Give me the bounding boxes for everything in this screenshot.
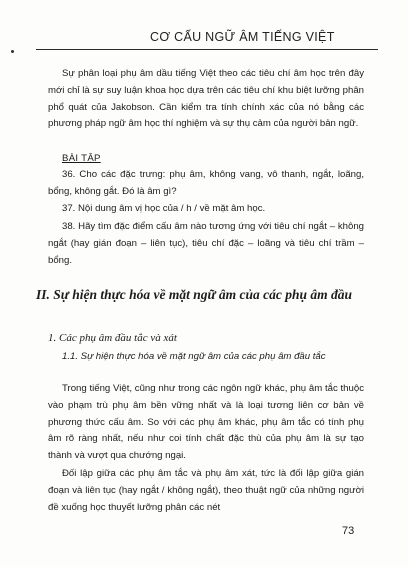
header-rule xyxy=(36,49,378,50)
running-header: CƠ CẤU NGỮ ÂM TIẾNG VIỆT xyxy=(150,30,335,44)
scan-speck xyxy=(11,50,14,53)
exercise-heading: BÀI TẬP xyxy=(62,153,101,164)
body-paragraph: Trong tiếng Việt, cũng như trong các ngôn ngữ khác, phụ âm tắc thuộc vào phạm trù phụ âm bền vững nhất và là loại tương liên cơ bản về phương thức cấu âm. So với các phụ âm khác, phụ âm tắc có tính phụ âm rõ ràng nhất, nếu như coi tính chất đặc thù của phụ âm là sự tạo thành và vượt qua chướng ngại. xyxy=(48,383,364,462)
body-paragraph: Đối lập giữa các phụ âm tắc và phụ âm xát, tức là đối lập giữa gián đoạn và liên tục (hay ngắt / không ngắt), theo thuật ngữ của những người đề xuống học thuyết lưỡng phân các nét xyxy=(48,468,364,513)
page-number: 73 xyxy=(342,525,355,537)
exercise-item-37: 37. Nội dung âm vị học của / h / về mặt âm học. xyxy=(62,203,266,214)
exercise-item-38: 38. Hãy tìm đặc điểm cấu âm nào tương ứng với tiêu chí ngắt – không ngắt (hay gián đoạn – liên tục), tiêu chí đặc – loãng và tiêu chí trầm – bổng. xyxy=(48,221,364,266)
intro-paragraph: Sự phân loại phụ âm dầu tiếng Việt theo các tiêu chí âm học trên đây mới chỉ là sự suy luận khoa học dựa trên các tiêu chí khu biệt lưỡng phân phổ quát của Jakobson. Cần kiểm tra tính chính xác của nó bằng các phương pháp ngữ âm học thí nghiệm và sự thụ cảm của người bản ngữ. xyxy=(48,68,364,130)
section-heading: II. Sự hiện thực hóa về mặt ngữ âm của các phụ âm đầu xyxy=(36,287,353,302)
exercise-item-36: 36. Cho các đặc trưng: phụ âm, không vang, vô thanh, ngắt, loãng, bổng, không gắt. Đó là âm gì? xyxy=(48,169,364,197)
subsubsection-heading: 1.1. Sự hiện thực hóa về mặt ngữ âm của các phụ âm đầu tắc xyxy=(62,351,326,362)
subsection-heading: 1. Các phụ âm đầu tắc và xát xyxy=(48,332,177,344)
